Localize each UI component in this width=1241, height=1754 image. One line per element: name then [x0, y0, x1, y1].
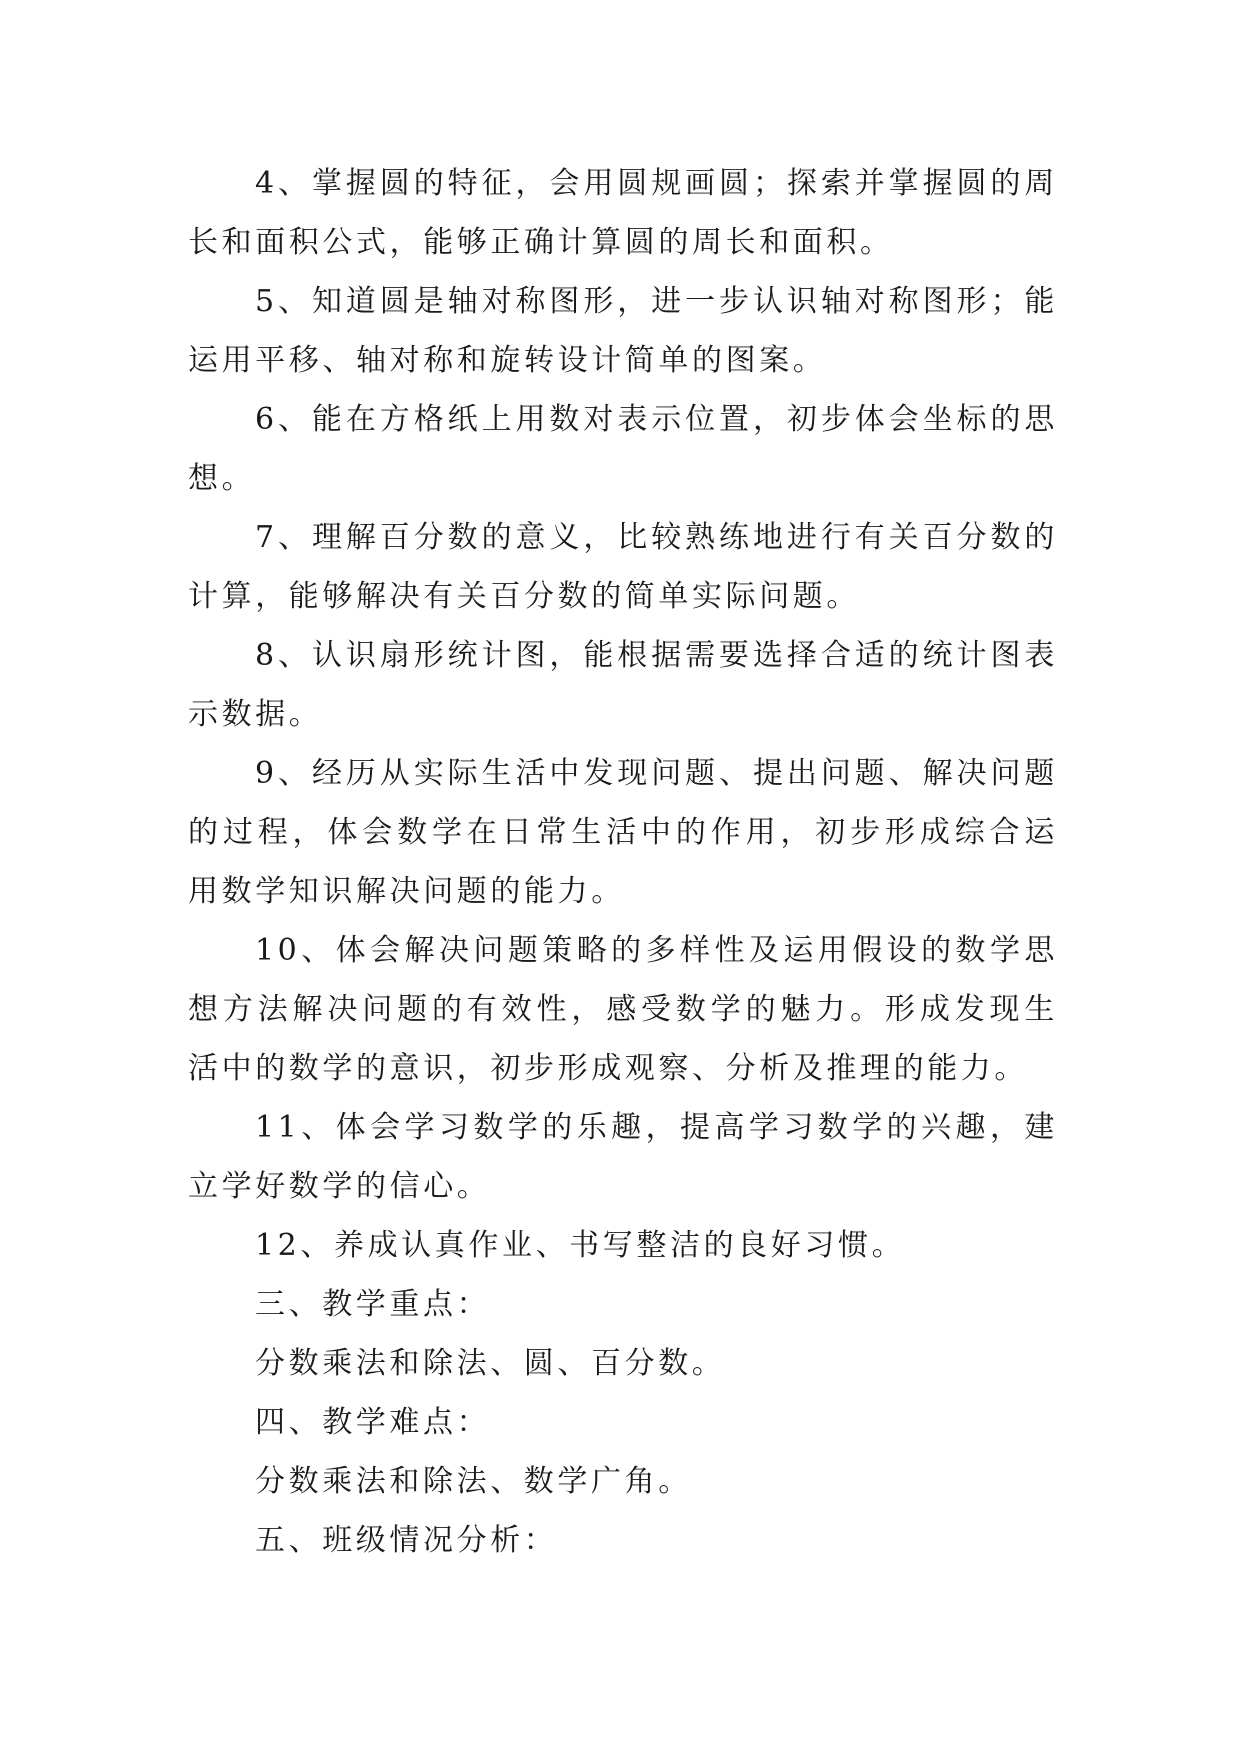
paragraph-goal-8: 8、认识扇形统计图，能根据需要选择合适的统计图表示数据。 [188, 638, 1058, 732]
document-body [188, 154, 1058, 1570]
paragraph-goal-5: 5、知道圆是轴对称图形，进一步认识轴对称图形；能运用平移、轴对称和旋转设计简单的图案。 [188, 284, 1058, 378]
paragraph-goal-11: 11、体会学习数学的乐趣，提高学习数学的兴趣，建立学好数学的信心。 [188, 1110, 1058, 1204]
paragraph-difficulties: 分数乘法和除法、数学广角。 [255, 1464, 692, 1499]
paragraph-goal-12: 12、养成认真作业、书写整洁的良好习惯。 [255, 1228, 906, 1263]
paragraph-goal-9: 9、经历从实际生活中发现问题、提出问题、解决问题的过程，体会数学在日常生活中的作用，初步形成综合运用数学知识解决问题的能力。 [188, 756, 1058, 909]
paragraph-goal-6: 6、能在方格纸上用数对表示位置，初步体会坐标的思想。 [188, 402, 1058, 496]
section-heading-difficulties: 四、教学难点： [255, 1405, 491, 1440]
paragraph-goal-4: 4、掌握圆的特征，会用圆规画圆；探索并掌握圆的周长和面积公式，能够正确计算圆的周长和面积。 [188, 166, 1058, 260]
paragraph-key-points: 分数乘法和除法、圆、百分数。 [255, 1346, 726, 1381]
paragraph-goal-10: 10、体会解决问题策略的多样性及运用假设的数学思想方法解决问题的有效性，感受数学的魅力。形成发现生活中的数学的意识，初步形成观察、分析及推理的能力。 [188, 933, 1058, 1086]
section-heading-key-points: 三、教学重点： [255, 1287, 491, 1322]
paragraph-goal-7: 7、理解百分数的意义，比较熟练地进行有关百分数的计算，能够解决有关百分数的简单实际问题。 [188, 520, 1058, 614]
section-heading-class-analysis: 五、班级情况分析： [255, 1523, 558, 1558]
